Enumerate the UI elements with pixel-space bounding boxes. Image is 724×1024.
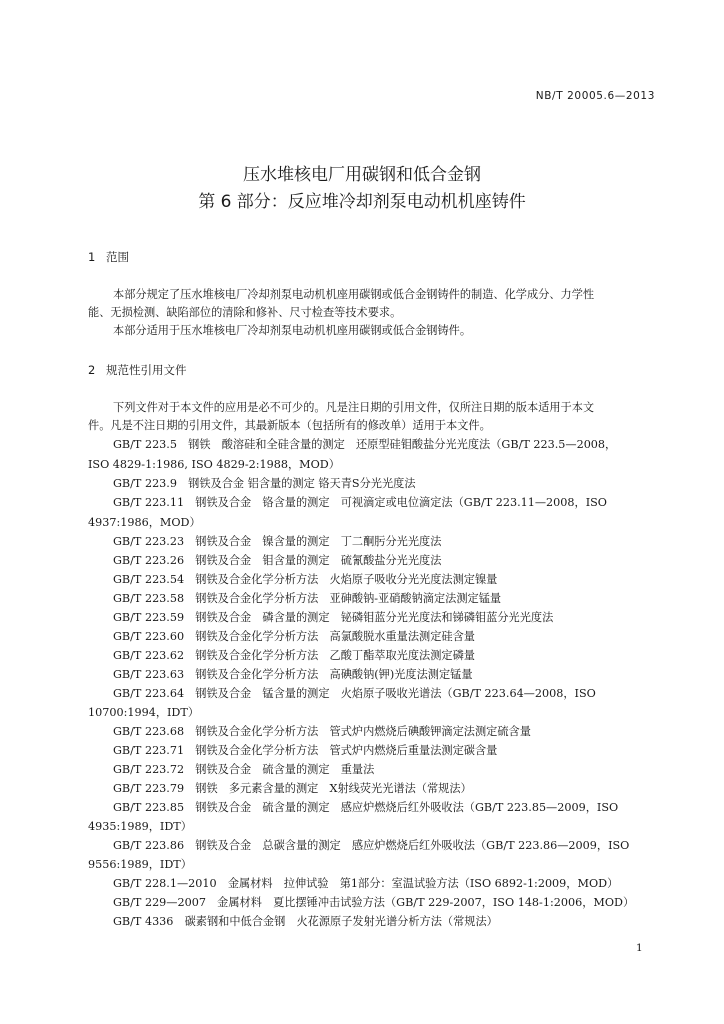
reference-item-continuation: 9556:1989，IDT） xyxy=(88,858,192,871)
reference-item-continuation: 4935:1989，IDT） xyxy=(88,820,192,833)
reference-item: GB/T 223.60 钢铁及合金化学分析方法 高氯酸脱水重量法测定硅含量 xyxy=(113,630,475,643)
reference-item: GB/T 223.23 钢铁及合金 镍含量的测定 丁二酮肟分光光度法 xyxy=(113,535,442,548)
reference-item: GB/T 223.63 钢铁及合金化学分析方法 高碘酸钠(钾)光度法测定锰量 xyxy=(113,668,473,681)
scope-paragraph-1-line-2: 能、无损检测、缺陷部位的清除和修补、尺寸检查等技术要求。 xyxy=(88,306,402,319)
section-1-heading xyxy=(88,249,129,265)
references-intro-line-1: 下列文件对于本文件的应用是必不可少的。凡是注日期的引用文件，仅所注日期的版本适用于本文 xyxy=(113,401,595,414)
reference-item: GB/T 223.26 钢铁及合金 钼含量的测定 硫氰酸盐分光光度法 xyxy=(113,554,442,567)
page-number: 1 xyxy=(636,942,643,954)
reference-item: GB/T 223.5 钢铁 酸溶硅和全硅含量的测定 还原型硅钼酸盐分光光度法（GB/T 223.5—2008， xyxy=(113,438,617,451)
reference-item: GB/T 223.62 钢铁及合金化学分析方法 乙酸丁酯萃取光度法测定磷量 xyxy=(113,649,475,662)
reference-item-continuation: 4937:1986，MOD） xyxy=(88,516,201,529)
section-title: 规范性引用文件 xyxy=(106,363,187,377)
document-title-line-1: 压水堆核电厂用碳钢和低合金钢 xyxy=(243,165,481,185)
reference-item: GB/T 223.79 钢铁 多元素含量的测定 X射线荧光光谱法（常规法） xyxy=(113,782,472,795)
document-title-line-2: 第 6 部分：反应堆冷却剂泵电动机机座铸件 xyxy=(198,192,526,212)
reference-item: GB/T 223.64 钢铁及合金 锰含量的测定 火焰原子吸收光谱法（GB/T 223.64—2008，ISO xyxy=(113,687,596,700)
reference-item: GB/T 223.9 钢铁及合金 铝含量的测定 铬天青S分光光度法 xyxy=(113,477,416,490)
reference-item: GB/T 223.59 钢铁及合金 磷含量的测定 铋磷钼蓝分光光度法和锑磷钼蓝分光光度法 xyxy=(113,611,554,624)
reference-item: GB/T 223.71 钢铁及合金化学分析方法 管式炉内燃烧后重量法测定碳含量 xyxy=(113,744,498,757)
reference-item: GB/T 223.11 钢铁及合金 铬含量的测定 可视滴定或电位滴定法（GB/T 223.11—2008，ISO xyxy=(113,496,607,509)
reference-item: GB/T 223.68 钢铁及合金化学分析方法 管式炉内燃烧后碘酸钾滴定法测定硫含量 xyxy=(113,725,531,738)
scope-paragraph-2: 本部分适用于压水堆核电厂冷却剂泵电动机机座用碳钢或低合金钢铸件。 xyxy=(113,324,472,337)
document-code-header: NB/T 20005.6—2013 xyxy=(535,90,655,102)
section-2-heading xyxy=(88,362,187,378)
reference-item: GB/T 223.54 钢铁及合金化学分析方法 火焰原子吸收分光光度法测定镍量 xyxy=(113,573,498,586)
section-title: 范围 xyxy=(106,250,129,264)
reference-item: GB/T 223.72 钢铁及合金 硫含量的测定 重量法 xyxy=(113,763,375,776)
scope-paragraph-1-line-1: 本部分规定了压水堆核电厂冷却剂泵电动机机座用碳钢或低合金钢铸件的制造、化学成分、力学性 xyxy=(113,288,595,301)
reference-item: GB/T 4336 碳素钢和中低合金钢 火花源原子发射光谱分析方法（常规法） xyxy=(113,915,498,928)
references-intro-line-2: 件。凡是不注日期的引用文件，其最新版本（包括所有的修改单）适用于本文件。 xyxy=(88,419,491,432)
section-number: 1 xyxy=(88,250,96,264)
reference-item: GB/T 223.58 钢铁及合金化学分析方法 亚砷酸钠-亚硝酸钠滴定法测定锰量 xyxy=(113,592,502,605)
reference-item: GB/T 229—2007 金属材料 夏比摆锤冲击试验方法（GB/T 229-2007，ISO 148-1:2006，MOD） xyxy=(113,896,635,909)
reference-item-continuation: ISO 4829-1:1986, ISO 4829-2:1988，MOD） xyxy=(88,458,340,471)
reference-item: GB/T 223.85 钢铁及合金 硫含量的测定 感应炉燃烧后红外吸收法（GB/T 223.85—2009，ISO xyxy=(113,801,619,814)
section-number: 2 xyxy=(88,363,96,377)
reference-item-continuation: 10700:1994，IDT） xyxy=(88,706,200,719)
reference-item: GB/T 228.1—2010 金属材料 拉伸试验 第1部分：室温试验方法（ISO 6892-1:2009，MOD） xyxy=(113,877,619,890)
reference-item: GB/T 223.86 钢铁及合金 总碳含量的测定 感应炉燃烧后红外吸收法（GB/T 223.86—2009，ISO xyxy=(113,839,630,852)
